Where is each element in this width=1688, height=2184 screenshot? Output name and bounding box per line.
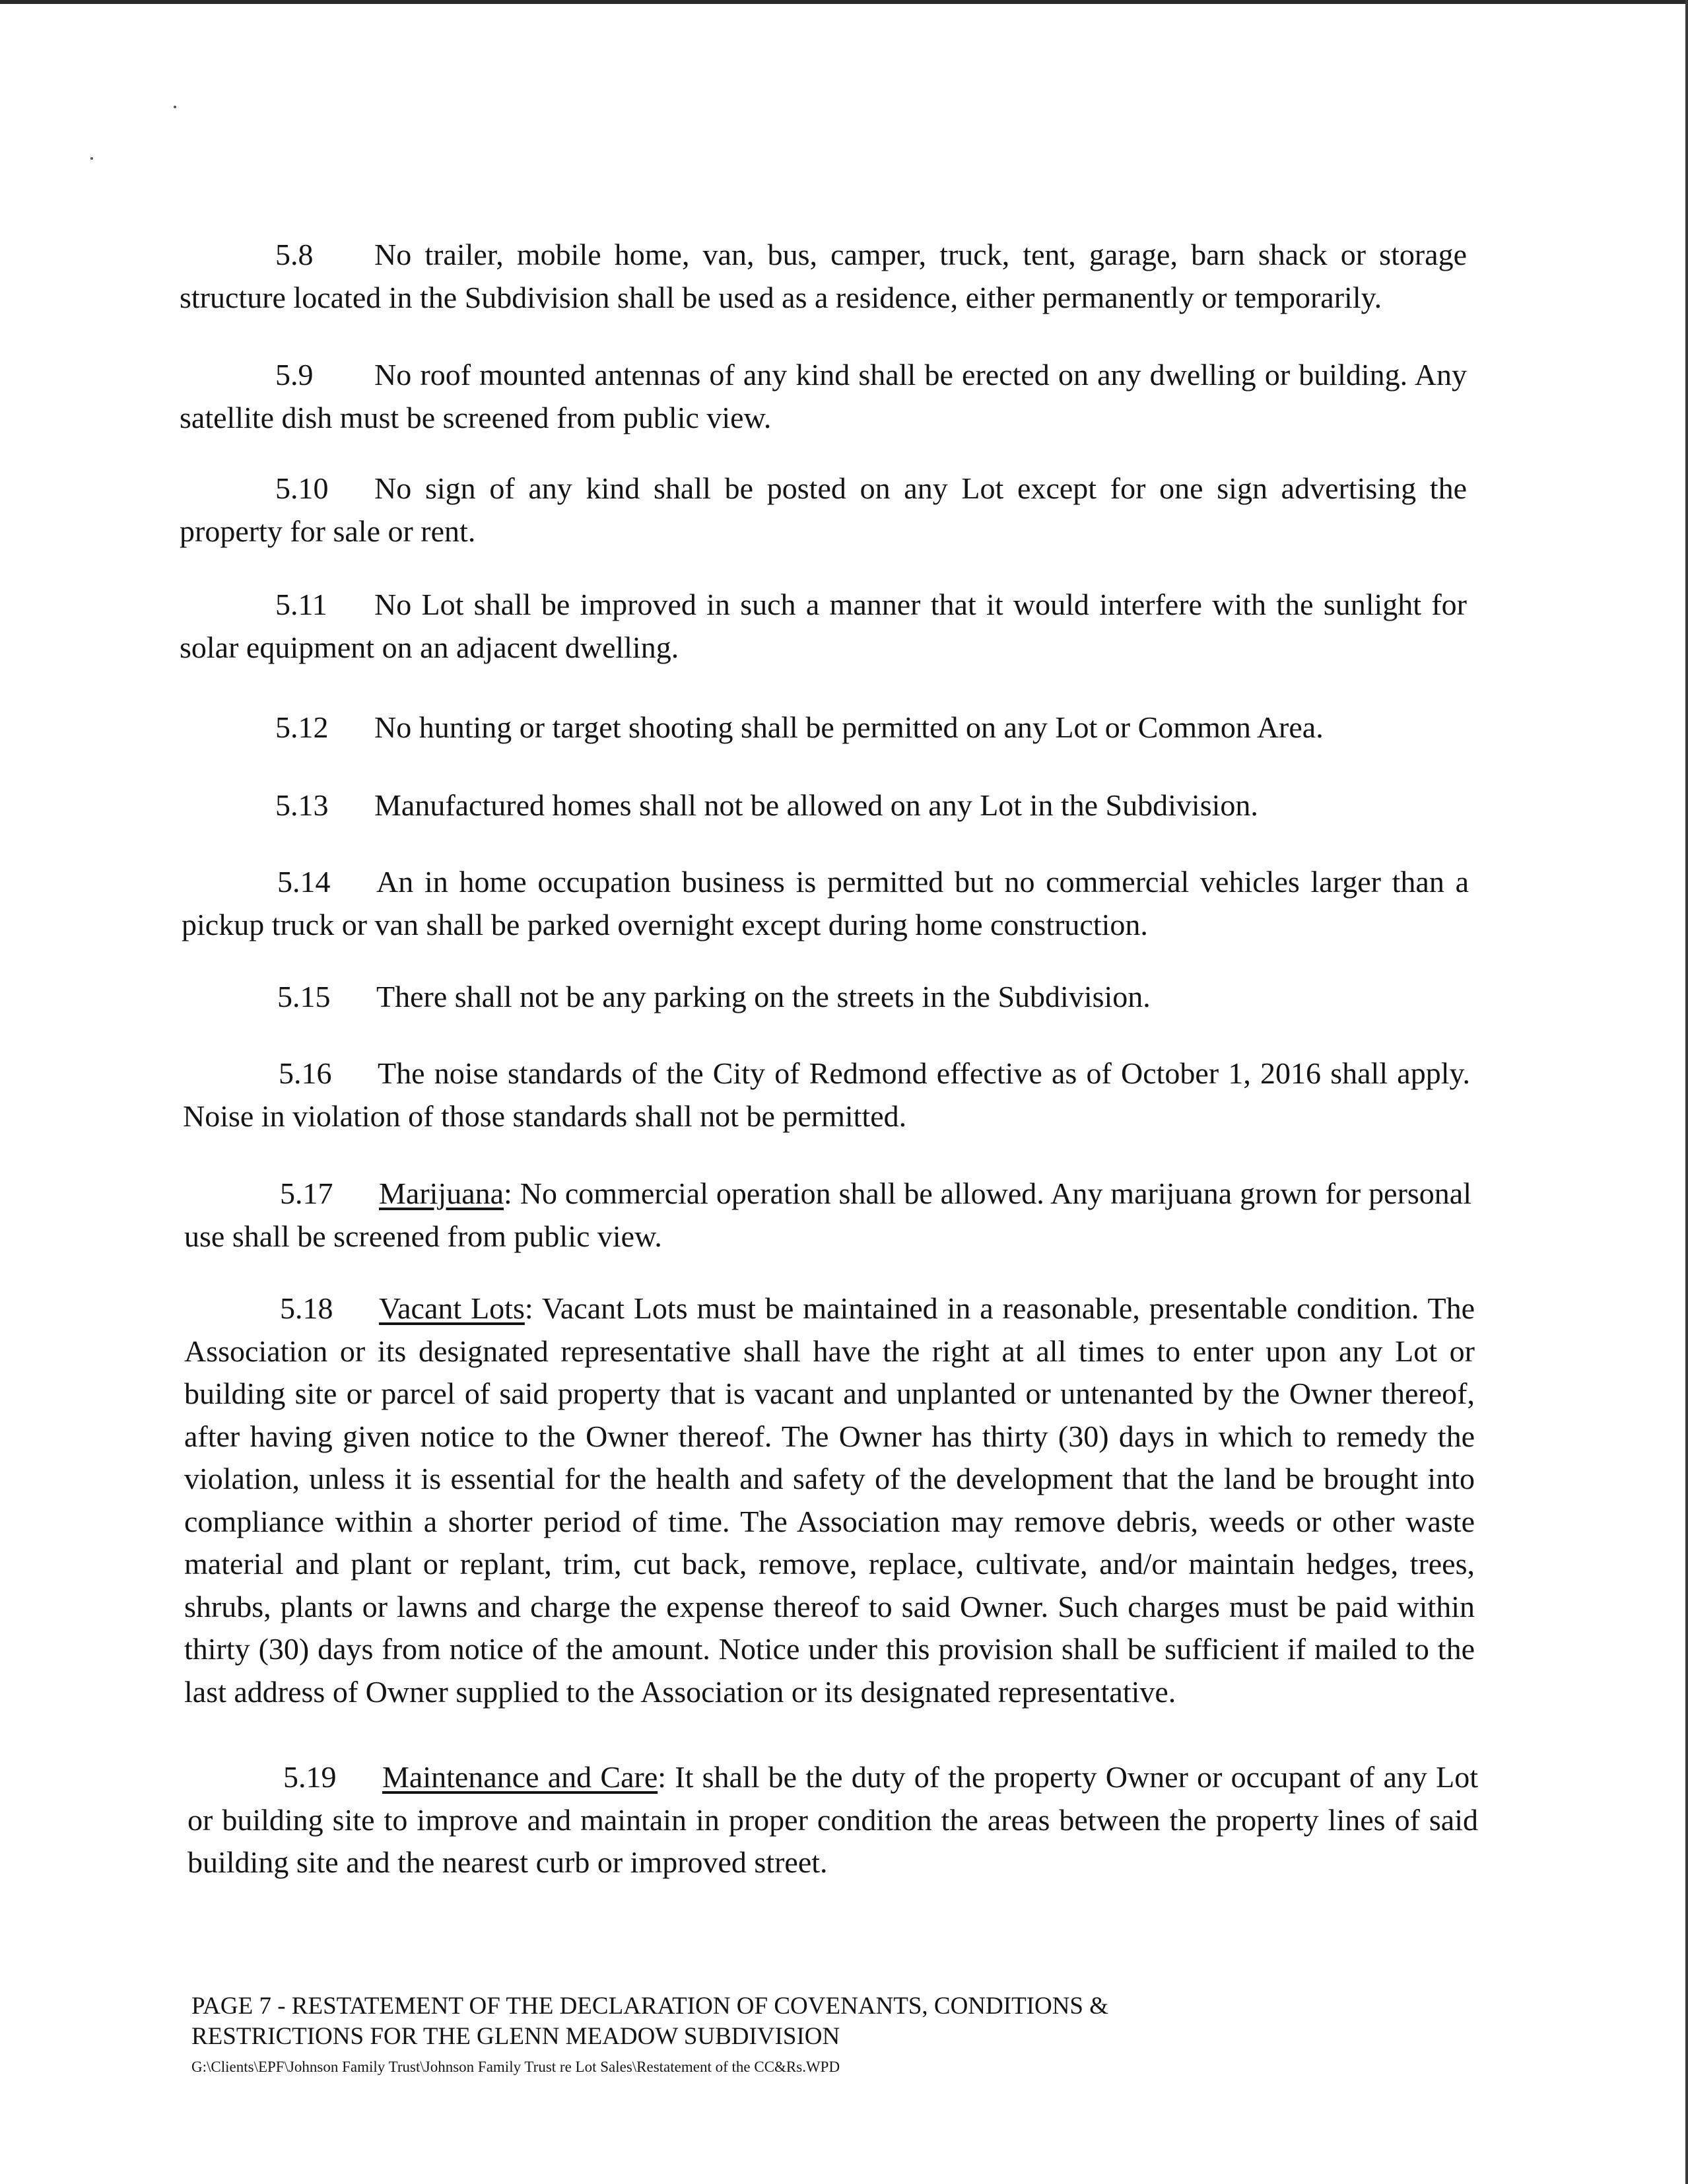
paragraph-text: Manufactured homes shall not be allowed on any Lot in the Subdivision. xyxy=(374,788,1258,822)
paragraph-text: No sign of any kind shall be posted on any Lot except for one sign advertising the property for sale or rent. xyxy=(180,471,1467,548)
section-number: 5.16 xyxy=(279,1056,332,1090)
paragraph-5-18 xyxy=(184,1287,1475,1713)
paragraph-5-19 xyxy=(187,1756,1478,1884)
paragraph-5-9 xyxy=(180,354,1467,439)
paragraph-5-15 xyxy=(182,976,1469,1019)
section-number: 5.13 xyxy=(275,788,329,822)
paragraph-text: No roof mounted antennas of any kind shall be erected on any dwelling or building. Any satellite dish must be screened from public view. xyxy=(180,358,1467,434)
section-heading: Vacant Lots xyxy=(379,1291,525,1325)
section-heading: Marijuana xyxy=(379,1177,504,1210)
paragraph-text: : No commercial operation shall be allowed. Any marijuana grown for personal use shall be screened from public view. xyxy=(184,1177,1471,1253)
paragraph-5-10 xyxy=(180,467,1467,553)
page-footer xyxy=(191,1991,1314,2052)
section-number: 5.17 xyxy=(280,1177,333,1210)
section-number: 5.10 xyxy=(275,471,329,505)
paragraph-text: No trailer, mobile home, van, bus, camper, truck, tent, garage, barn shack or storage structure located in the Subdivision shall be used as a residence, either permanently or temporarily. xyxy=(180,238,1467,314)
paragraph-text: An in home occupation business is permitted but no commercial vehicles larger than a pickup truck or van shall be parked overnight except during home construction. xyxy=(182,865,1469,941)
section-heading: Maintenance and Care xyxy=(382,1760,658,1794)
paragraph-text: No Lot shall be improved in such a manner that it would interfere with the sunlight for solar equipment on an adjacent dwelling. xyxy=(180,588,1467,664)
scan-edge-right xyxy=(1685,0,1688,2184)
section-number: 5.14 xyxy=(277,865,331,899)
paragraph-text: : It shall be the duty of the property Owner or occupant of any Lot or building site to improve and maintain in proper condition the areas between the property lines of said building site and the nearest curb or improved street. xyxy=(187,1760,1478,1879)
section-number: 5.15 xyxy=(277,980,331,1013)
paragraph-5-13 xyxy=(180,784,1467,827)
footer-file-path: G:\Clients\EPF\Johnson Family Trust\Johnson Family Trust re Lot Sales\Restatement of the CC&Rs.WPD xyxy=(191,2059,840,2075)
section-number: 5.18 xyxy=(280,1291,333,1325)
footer-line-1: PAGE 7 - RESTATEMENT OF THE DECLARATION OF COVENANTS, CONDITIONS & xyxy=(191,1993,1109,2020)
scan-speck xyxy=(174,106,176,108)
paragraph-text: There shall not be any parking on the streets in the Subdivision. xyxy=(376,980,1151,1013)
paragraph-5-16 xyxy=(183,1052,1470,1138)
section-number: 5.11 xyxy=(275,588,327,621)
scan-edge-top xyxy=(0,0,1688,4)
paragraph-5-8 xyxy=(180,234,1467,319)
paragraph-5-11 xyxy=(180,584,1467,669)
paragraph-text: : Vacant Lots must be maintained in a reasonable, presentable condition. The Association or its designated representative shall have the right at all times to enter upon any Lot or building site or parcel of said property that is vacant and unplanted or untenanted by the Owner thereof, after having given notice to the Owner thereof. The Owner has thirty (30) days in which to remedy the violation, unless it is essential for the health and safety of the development that the land be brought into compliance within a shorter period of time. The Association may remove debris, weeds or other waste material and plant or replant, trim, cut back, remove, replace, cultivate, and/or maintain hedges, trees, shrubs, plants or lawns and charge the expense thereof to said Owner. Such charges must be paid within thirty (30) days from notice of the amount. Notice under this provision shall be sufficient if mailed to the last address of Owner supplied to the Association or its designated representative. xyxy=(184,1291,1475,1709)
paragraph-5-14 xyxy=(182,861,1469,946)
section-number: 5.19 xyxy=(283,1760,337,1794)
paragraph-text: No hunting or target shooting shall be permitted on any Lot or Common Area. xyxy=(374,710,1324,744)
scan-speck xyxy=(90,157,93,160)
paragraph-5-12 xyxy=(180,706,1467,749)
section-number: 5.8 xyxy=(275,238,314,271)
section-number: 5.9 xyxy=(275,358,314,392)
footer-line-2: RESTRICTIONS FOR THE GLENN MEADOW SUBDIVISION xyxy=(191,2023,840,2050)
paragraph-text: The noise standards of the City of Redmond effective as of October 1, 2016 shall apply. Noise in violation of those standards shall not be permitted. xyxy=(183,1056,1470,1133)
section-number: 5.12 xyxy=(275,710,329,744)
paragraph-5-17 xyxy=(184,1173,1471,1258)
